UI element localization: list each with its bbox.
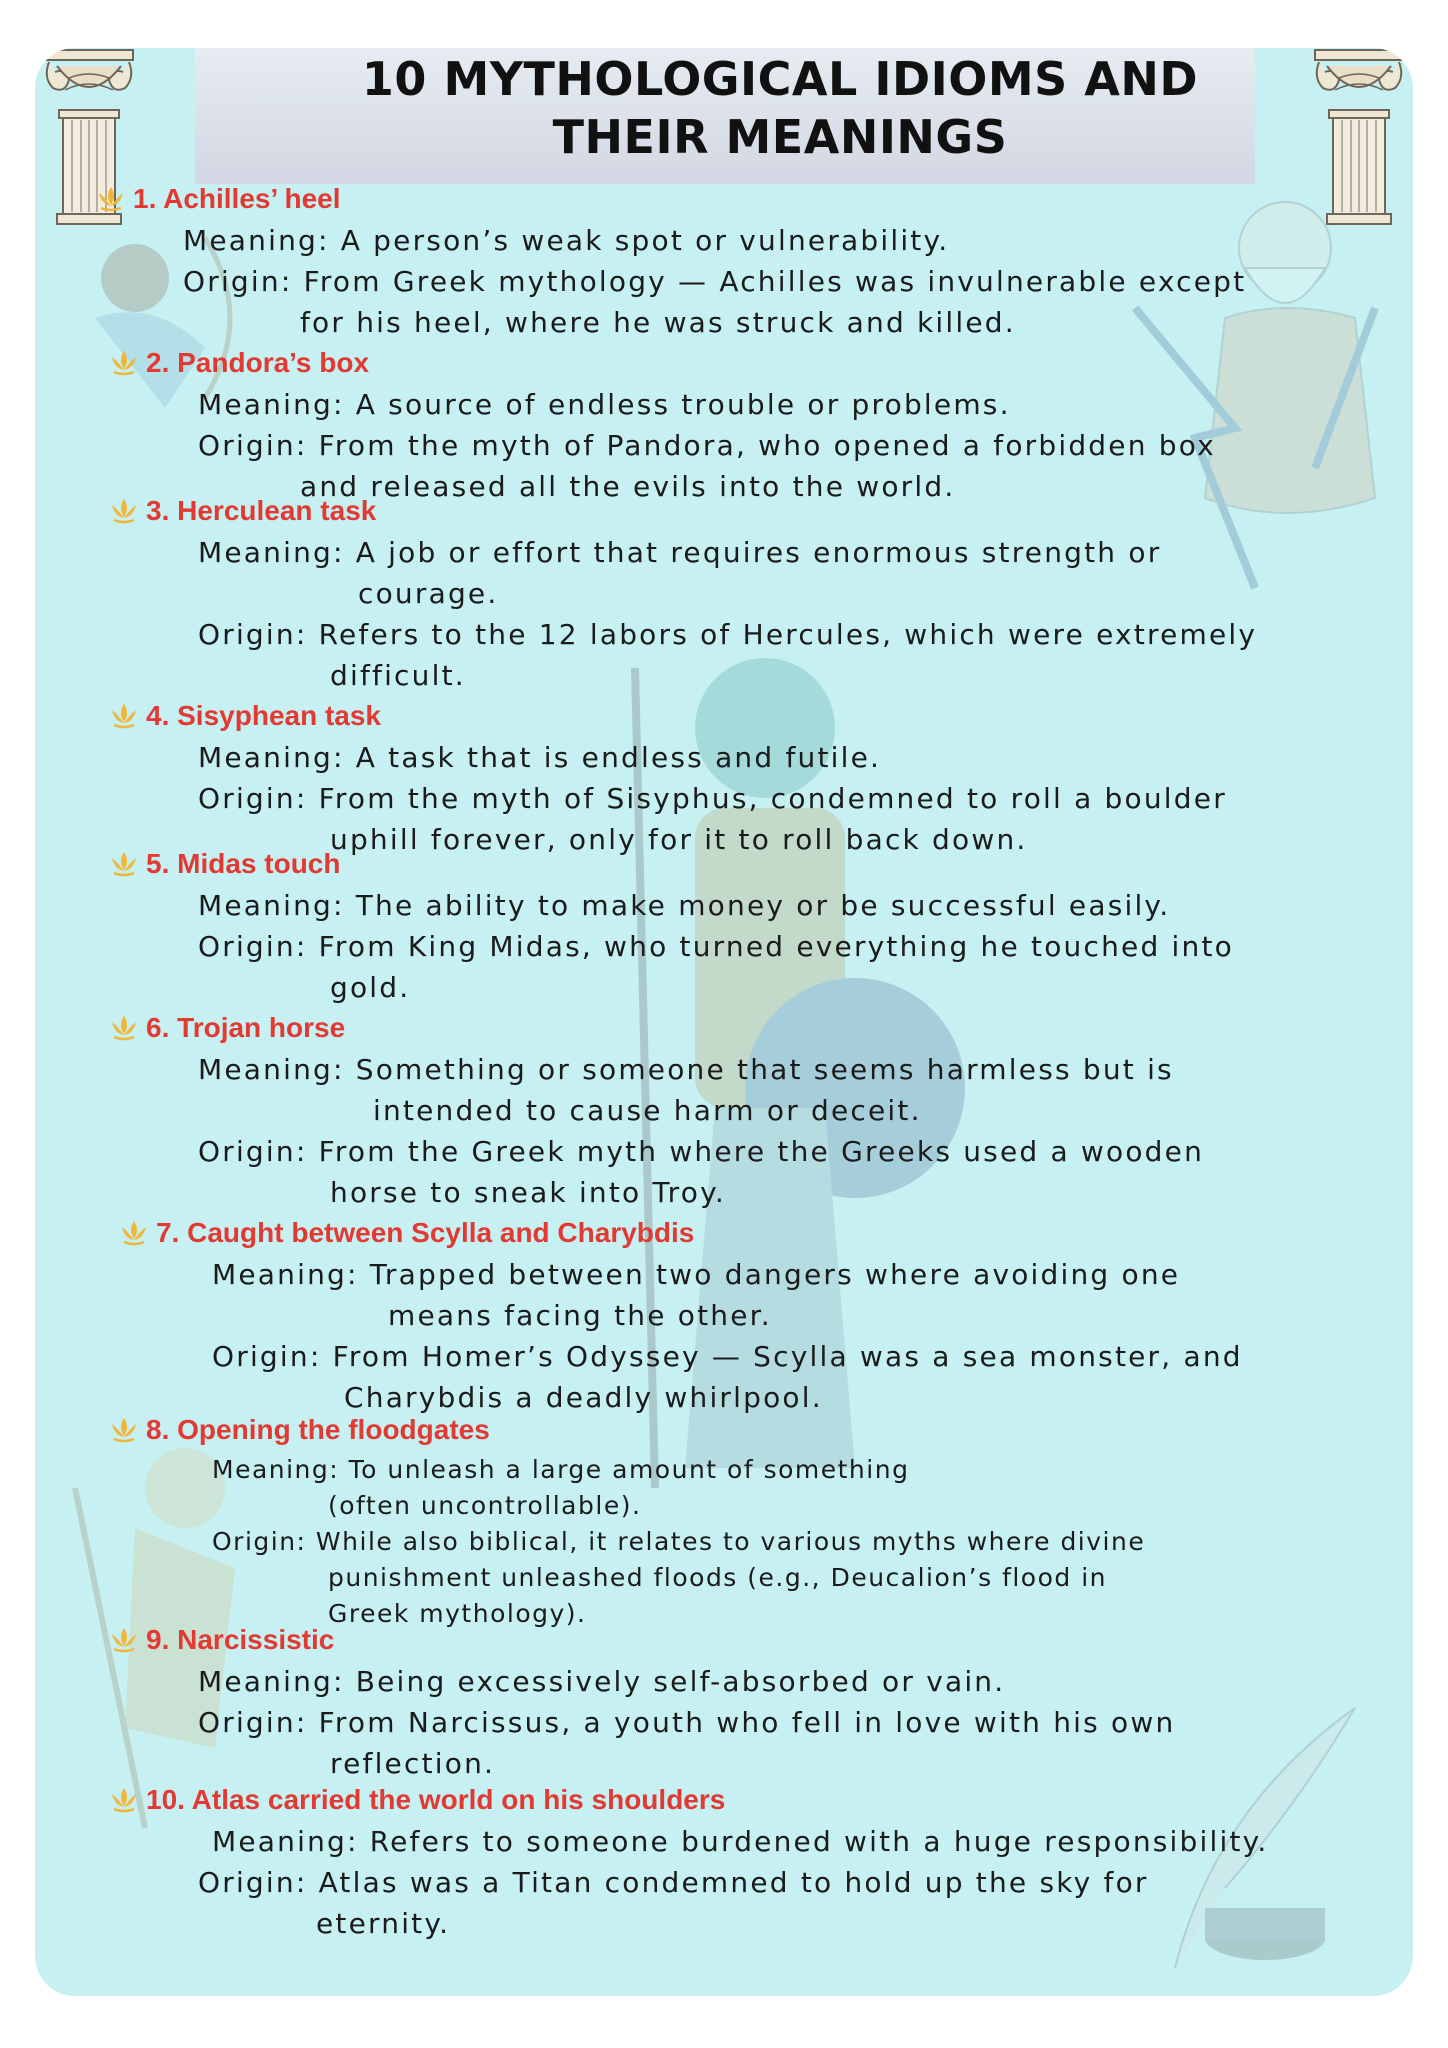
idiom-title: 2. Pandora’s box xyxy=(146,347,370,378)
origin-text: Origin: Atlas was a Titan condemned to hold up the sky for xyxy=(198,1866,1149,1899)
origin-text: Origin: From the myth of Sisyphus, condemned to roll a boulder xyxy=(198,782,1227,815)
page-title xyxy=(230,50,1330,166)
title-line-1: 10 MYTHOLOGICAL IDIOMS AND xyxy=(361,52,1199,106)
lotus-icon xyxy=(108,1786,140,1814)
idiom-title: 3. Herculean task xyxy=(146,495,377,526)
origin-text: Origin: While also biblical, it relates to various myths where divine xyxy=(212,1527,1146,1556)
meaning-text: Meaning: To unleash a large amount of something xyxy=(212,1455,910,1484)
meaning-continued: courage. xyxy=(358,577,499,610)
origin-continued: gold. xyxy=(330,971,411,1004)
origin-continued: eternity. xyxy=(316,1907,451,1940)
idiom-heading xyxy=(108,848,340,880)
lotus-icon xyxy=(108,850,140,878)
meaning-continued: intended to cause harm or deceit. xyxy=(373,1094,922,1127)
idiom-title: 1. Achilles’ heel xyxy=(133,183,341,214)
idiom-heading xyxy=(95,183,341,215)
idiom-title: 6. Trojan horse xyxy=(146,1012,346,1043)
origin-continued: for his heel, where he was struck and killed. xyxy=(300,306,1016,339)
origin-text: Origin: From the Greek myth where the Greeks used a wooden xyxy=(198,1135,1205,1168)
meaning-text: Meaning: A job or effort that requires enormous strength or xyxy=(198,536,1162,569)
lotus-icon xyxy=(108,497,140,525)
meaning-text: Meaning: Refers to someone burdened with a huge responsibility. xyxy=(212,1825,1269,1858)
lotus-icon xyxy=(108,1626,140,1654)
idiom-heading xyxy=(108,347,369,379)
zeus-illustration xyxy=(1115,168,1413,688)
origin-text: Origin: From Narcissus, a youth who fell in love with his own xyxy=(198,1706,1176,1739)
meaning-text: Meaning: Being excessively self-absorbed or vain. xyxy=(198,1665,1006,1698)
lotus-icon xyxy=(108,702,140,730)
origin-continued: difficult. xyxy=(330,659,466,692)
origin-text: Origin: From Greek mythology — Achilles was invulnerable except xyxy=(183,265,1247,298)
origin-text: Origin: From Homer’s Odyssey — Scylla was a sea monster, and xyxy=(212,1340,1243,1373)
idiom-heading xyxy=(108,1784,725,1816)
idiom-heading xyxy=(108,700,381,732)
origin-continued: and released all the evils into the world. xyxy=(300,470,956,503)
origin-continued: Greek mythology). xyxy=(328,1599,587,1628)
idiom-heading xyxy=(108,495,376,527)
meaning-text: Meaning: The ability to make money or be successful easily. xyxy=(198,889,1171,922)
origin-continued: punishment unleashed floods (e.g., Deucalion’s flood in xyxy=(328,1563,1108,1592)
idiom-heading xyxy=(118,1217,694,1249)
lotus-icon xyxy=(118,1219,150,1247)
origin-continued: reflection. xyxy=(330,1747,496,1780)
idiom-title: 10. Atlas carried the world on his shoulders xyxy=(146,1784,726,1815)
lotus-icon xyxy=(108,349,140,377)
origin-text: Origin: Refers to the 12 labors of Hercules, which were extremely xyxy=(198,618,1258,651)
origin-text: Origin: From King Midas, who turned everything he touched into xyxy=(198,930,1234,963)
meaning-text: Meaning: Something or someone that seems harmless but is xyxy=(198,1053,1174,1086)
idiom-title: 5. Midas touch xyxy=(146,848,341,879)
origin-continued: uphill forever, only for it to roll back down. xyxy=(330,823,1028,856)
idiom-title: 7. Caught between Scylla and Charybdis xyxy=(156,1217,695,1248)
idiom-heading xyxy=(108,1414,490,1446)
idiom-title: 4. Sisyphean task xyxy=(146,700,382,731)
idiom-title: 8. Opening the floodgates xyxy=(146,1414,490,1445)
meaning-continued: means facing the other. xyxy=(388,1299,772,1332)
idiom-title: 9. Narcissistic xyxy=(146,1624,335,1655)
origin-text: Origin: From the myth of Pandora, who opened a forbidden box xyxy=(198,429,1216,462)
meaning-text: Meaning: A person’s weak spot or vulnerability. xyxy=(183,224,950,257)
origin-continued: Charybdis a deadly whirlpool. xyxy=(344,1381,823,1414)
meaning-text: Meaning: A source of endless trouble or problems. xyxy=(198,388,1011,421)
meaning-text: Meaning: A task that is endless and futile. xyxy=(198,741,882,774)
title-line-2: THEIR MEANINGS xyxy=(552,110,1008,164)
idiom-heading xyxy=(108,1012,345,1044)
lotus-icon xyxy=(108,1416,140,1444)
lotus-icon xyxy=(95,185,127,213)
meaning-text: Meaning: Trapped between two dangers where avoiding one xyxy=(212,1258,1181,1291)
lotus-icon xyxy=(108,1014,140,1042)
origin-continued: horse to sneak into Troy. xyxy=(330,1176,726,1209)
idiom-heading xyxy=(108,1624,334,1656)
meaning-continued: (often uncontrollable). xyxy=(328,1491,642,1520)
